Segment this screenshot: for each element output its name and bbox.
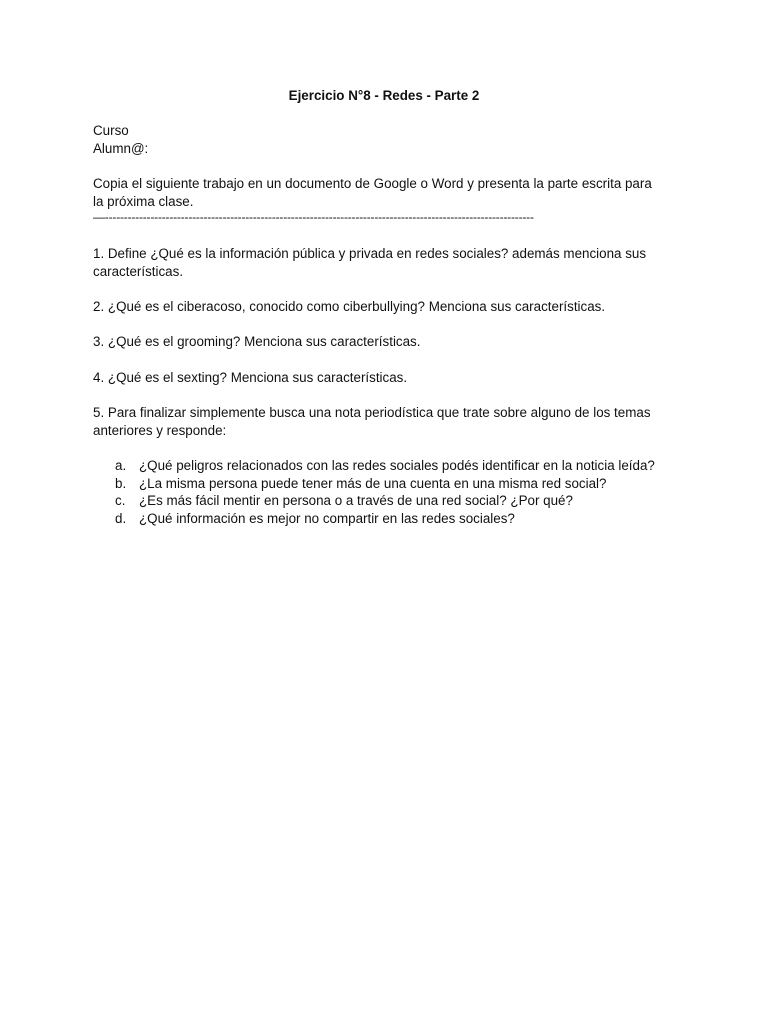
question-4 — [93, 369, 663, 387]
question-3 — [93, 333, 663, 351]
student-label: Alumn@: — [93, 140, 149, 156]
list-item — [115, 510, 663, 528]
question-text: 5. Para finalizar simplemente busca una nota periodística que trate sobre alguno de los temas anteriores y responde: — [93, 405, 651, 438]
header-fields — [93, 122, 663, 157]
list-marker: d. — [115, 510, 127, 526]
instructions-block — [93, 175, 663, 210]
question-text: 4. ¿Qué es el sexting? Menciona sus características. — [93, 370, 408, 385]
list-marker: c. — [115, 493, 126, 509]
list-item — [115, 492, 663, 510]
sub-question-text: ¿Qué peligros relacionados con las redes sociales podés identificar en la noticia leída? — [139, 458, 655, 473]
course-label: Curso — [93, 123, 129, 138]
question-text: 1. Define ¿Qué es la información pública y privada en redes sociales? además menciona sus características. — [93, 246, 647, 279]
document-title: Ejercicio N°8 - Redes - Parte 2 — [288, 88, 480, 103]
sub-question-text: ¿La misma persona puede tener más de una cuenta en una misma red social? — [139, 475, 607, 491]
sub-question-text: ¿Qué información es mejor no compartir en las redes sociales? — [139, 510, 515, 526]
question-text: 2. ¿Qué es el ciberacoso, conocido como ciberbullying? Menciona sus características. — [93, 299, 606, 314]
question-1 — [93, 245, 663, 280]
list-item — [115, 475, 663, 493]
list-marker: a. — [115, 458, 127, 473]
list-item — [115, 457, 663, 475]
list-marker: b. — [115, 475, 127, 491]
question-5 — [93, 404, 663, 439]
sub-question-text: ¿Es más fácil mentir en persona o a través de una red social? ¿Por qué? — [139, 493, 573, 509]
separator-line: —----------------------------------------------------------------------------------------------------------------- — [93, 210, 534, 224]
question-2 — [93, 298, 663, 316]
instructions-text: Copia el siguiente trabajo en un documento de Google o Word y presenta la parte escrita para la próxima clase. — [93, 176, 652, 209]
sub-question-list — [115, 457, 663, 527]
question-text: 3. ¿Qué es el grooming? Menciona sus características. — [93, 334, 421, 349]
